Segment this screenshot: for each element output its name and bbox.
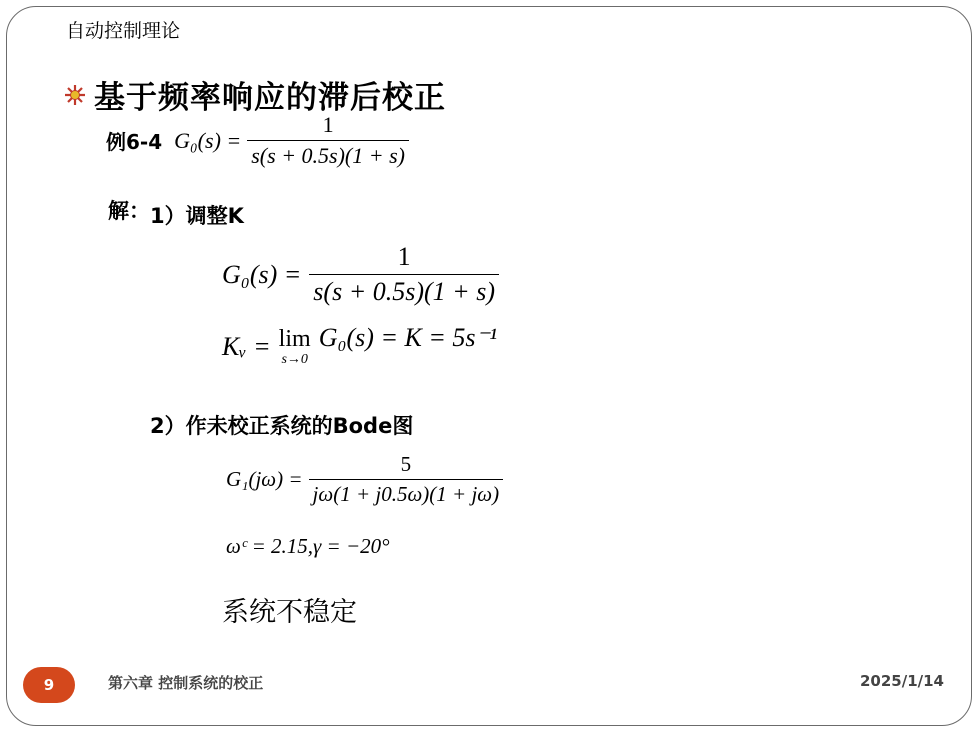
- solution-label: 解：: [108, 199, 150, 223]
- eq2-lim: lim: [278, 326, 311, 352]
- example-numerator: 1: [322, 112, 334, 137]
- eq1-numerator: 1: [397, 242, 411, 271]
- eq3-denominator: jω(1 + j0.5ω)(1 + jω): [309, 479, 504, 507]
- equation-crossover: ωᶜ = 2.15,γ = −20°: [226, 534, 390, 558]
- title-row: [64, 72, 446, 117]
- eq2-limit-sub: s→0: [281, 352, 308, 367]
- course-title: 自动控制理论: [66, 20, 181, 42]
- eq2-lhs: Kᵥ =: [222, 332, 271, 361]
- conclusion-text: 系统不稳定: [222, 597, 357, 628]
- footer-date: 2025/1/14: [859, 672, 944, 690]
- footer-chapter: 第六章 控制系统的校正: [108, 674, 264, 692]
- example-fraction: [247, 112, 409, 169]
- example-lhs: G₀(s) =: [174, 127, 242, 153]
- page-number-badge: 9: [23, 667, 75, 703]
- eq1-denominator: s(s + 0.5s)(1 + s): [309, 274, 499, 307]
- example-line: [106, 112, 409, 169]
- step2-label: 2）作未校正系统的Bode图: [150, 414, 414, 438]
- starburst-bullet-icon: [64, 84, 86, 106]
- eq2-rhs: G₀(s) = K = 5s⁻¹: [318, 323, 498, 352]
- example-denominator: s(s + 0.5s)(1 + s): [247, 140, 409, 169]
- eq3-fraction: [309, 452, 504, 507]
- example-label: 例6-4: [106, 130, 163, 154]
- equation-g0: [222, 242, 499, 307]
- eq3-numerator: 5: [400, 452, 412, 476]
- eq1-lhs: G₀(s) =: [222, 259, 302, 289]
- slide-title: 基于频率响应的滞后校正: [94, 80, 446, 116]
- equation-kv: [222, 323, 498, 368]
- eq1-fraction: [309, 242, 499, 307]
- equation-g1: [226, 452, 503, 507]
- eq3-lhs: G₁(jω) =: [226, 467, 303, 491]
- step1-label: 1）调整K: [150, 204, 244, 228]
- solution-line: [108, 190, 244, 230]
- limit-operator: [279, 326, 311, 368]
